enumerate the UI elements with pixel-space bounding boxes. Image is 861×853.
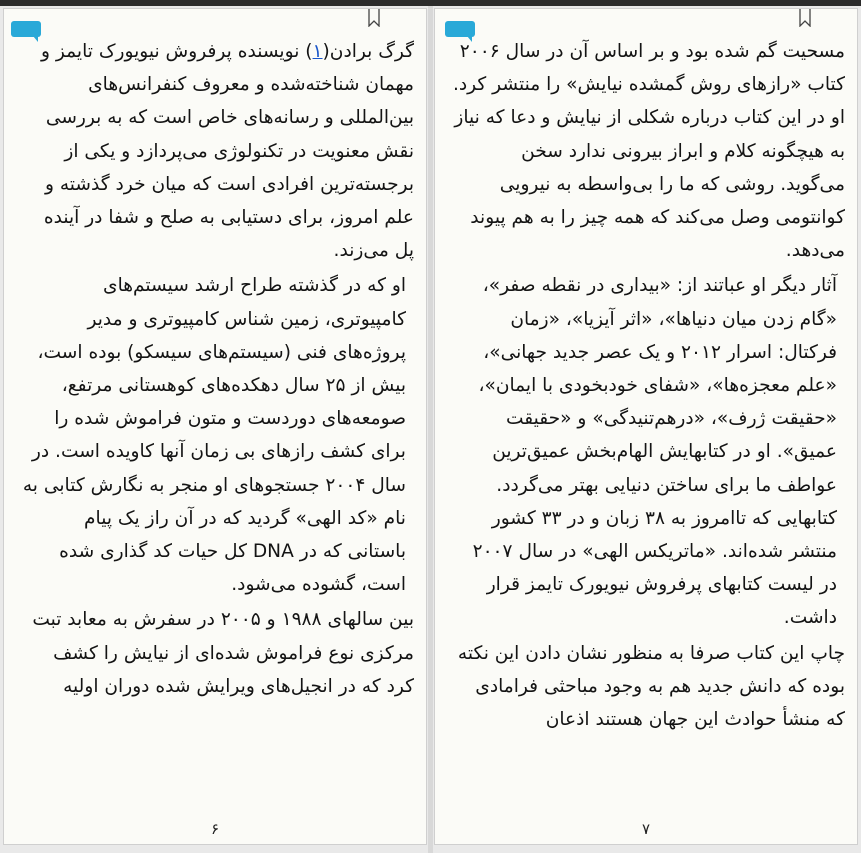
paragraph: چاپ این کتاب صرفا به منظور نشان دادن این نکته بوده که دانش جدید هم به وجود مباحثی فرامادی که منشأ حوادث این جهان هستند اذعان: [457, 642, 845, 731]
paragraph: مسحیت گم شده بود و بر اساس آن در سال ۲۰۰۶ کتاب «رازهای روش گمشده نیایش» را منتشر کرد. او در این کتاب درباره شکلی از نیایش و دعا که نیاز به هیچگونه کلام و ابراز بیرونی ندارد سخن می‌گوید. روشی که ما را بی‌واسطه به نیرویی کوانتومی وصل می‌کند که همه چیز را به هم پیوند می‌دهد.: [452, 41, 845, 262]
paragraph-text: ) نویسنده پرفروش نیویورک تایمز و مهمان شناخته‌شده و معروف کنفرانس‌های بین‌المللی و رسانه‌های خاص است که به بررسی نقش معنویت در تکنولوژی می‌پردازد و یکی از برجسته‌ترین افرادی است که میان خرد گذشته و علم امروز، برای دستیابی به صلح و شفا در آینده پل می‌زند.: [41, 41, 414, 262]
page-divider: [428, 6, 433, 853]
page-text: [20, 35, 414, 703]
paragraph: بین سالهای ۱۹۸۸ و ۲۰۰۵ در سفرش به معابد تبت مرکزی نوع فراموش شده‌ای از نیایش را کشف کرد که در انجیل‌های ویرایش شده دوران اولیه: [32, 609, 414, 697]
paragraph: [20, 35, 414, 267]
left-page: [3, 8, 427, 845]
right-page: [434, 8, 858, 845]
bookmark-icon[interactable]: [799, 9, 811, 27]
page-number: ۷: [641, 820, 651, 838]
page-number: ۶: [210, 820, 220, 838]
paragraph: آثار دیگر او عباتند از: «بیداری در نقطه صفر»، «گام زدن میان دنیاها»، «اثر آیزیا»، «زمان فرکتال: اسرار ۲۰۱۲ و یک عصر جدید جهانی»، «علم معجزه‌ها»، «شفای خودبخودی با ایمان»، «حقیقت ژرف»، «درهم‌تنیدگی» و «حقیقت عمیق». او در کتابهایش الهام‌بخش عمیق‌ترین عواطف ما برای ساختن دنیایی بهتر می‌گردد. کتابهایی که تاامروز به ۳۸ زبان و در ۳۳ کشور منتشر شده‌اند. «ماتریکس الهی» در سال ۲۰۰۷ در لیست کتابهای پرفروش نیویورک تایمز قرار داشت.: [472, 275, 837, 629]
page-text: [451, 35, 845, 736]
bookmark-icon[interactable]: [368, 9, 380, 27]
paragraph: او که در گذشته طراح ارشد سیستم‌های کامپیوتری، زمین شناس کامپیوتری و مدیر پروژه‌های فنی (سیستم‌های سیسکو) بوده است، بیش از ۲۵ سال دهکده‌های کوهستانی مرتفع، صومعه‌های دوردست و متون فراموش شده را برای کشف رازهای بی زمان آنها کاویده است. در سال ۲۰۰۴ جستجوهای او منجر به نگارش کتابی به نام «کد الهی» گردید که در آن راز یک پیام باستانی که در DNA کل حیات کد گذاری شده است، گشوده می‌شود.: [22, 275, 406, 596]
paragraph-text: گرگ برادن(: [322, 41, 414, 62]
footnote-reference-link[interactable]: ۱: [312, 41, 323, 62]
